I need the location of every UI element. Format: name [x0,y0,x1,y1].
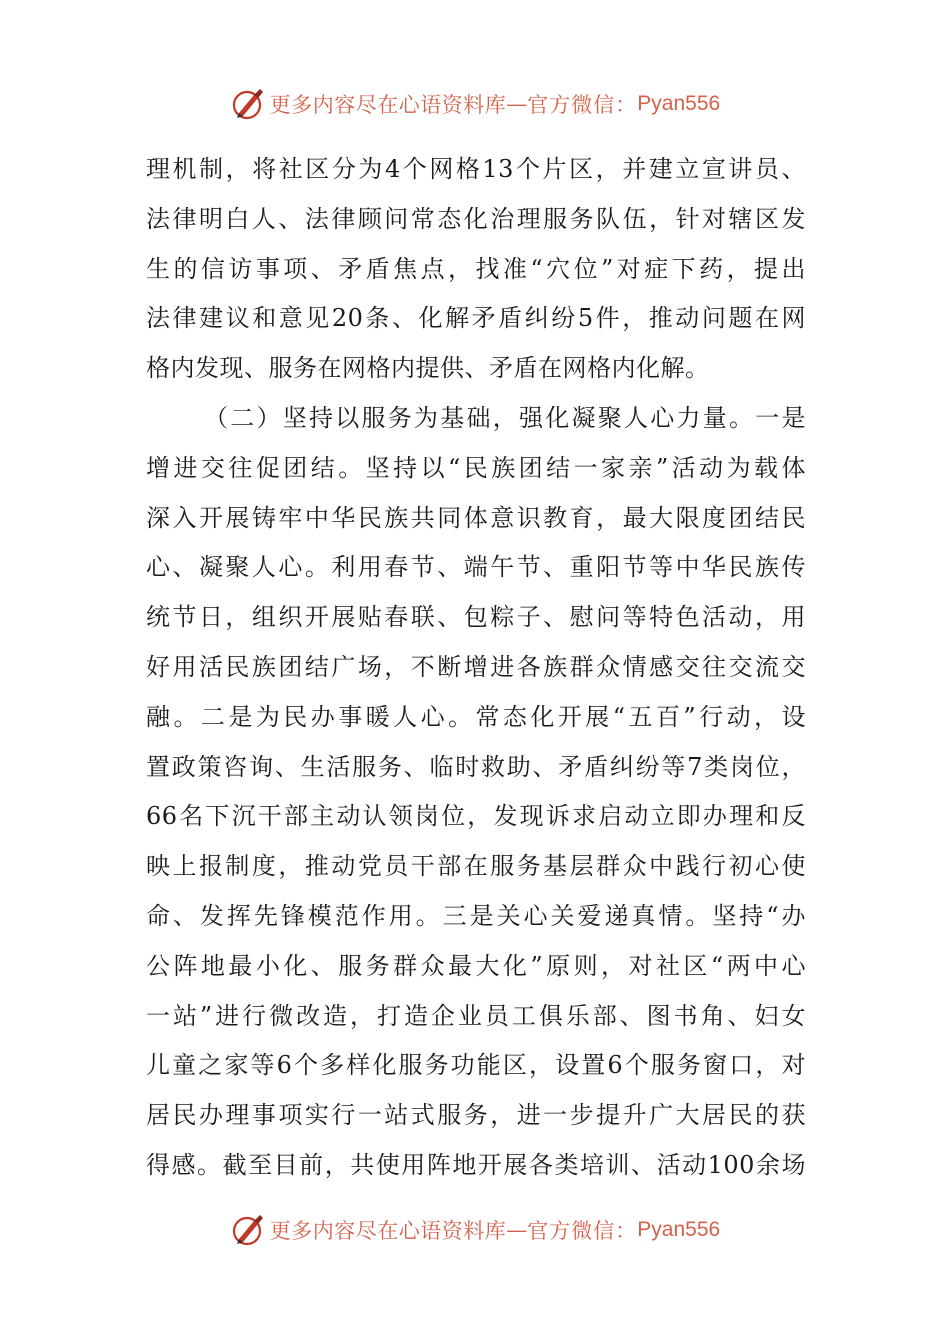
watermark-text: 更多内容尽在心语资料库 [269,93,507,117]
text-line: 深入开展铸牢中华民族共同体意识教育，最大限度团结民 [146,503,806,532]
paragraph-end-line: 格内发现、服务在网格内提供、矛盾在网格内化解。 [146,354,710,383]
text-line: 儿童之家等6个多样化服务功能区，设置6个服务窗口，对 [146,1051,806,1080]
watermark-text: 更多内容尽在心语资料库 [269,1219,507,1243]
text-line: 增进交往促团结。坚持以“民族团结一家亲”活动为载体 [146,453,806,482]
paragraph-heading-line: （二）坚持以服务为基础，强化凝聚人心力量。一是 [204,403,806,432]
text-line: 66名下沉干部主动认领岗位，发现诉求启动立即办理和反 [146,802,806,831]
text-line: 公阵地最小化、服务群众最大化”原则，对社区“两中心 [146,951,806,980]
wechat-id: Pyan556 [637,1218,721,1241]
text-line: 统节日，组织开展贴春联、包粽子、慰问等特色活动，用 [146,603,806,632]
text-line: 居民办理事项实行一站式服务，进一步提升广大居民的获 [146,1101,806,1130]
document-body [146,145,806,1191]
text-line: 置政策咨询、生活服务、临时救助、矛盾纠纷等7类岗位， [146,752,806,781]
wechat-id: Pyan556 [637,92,721,115]
watermark-dash: — [506,92,528,116]
text-line: 融。二是为民办事暖人心。常态化开展“五百”行动，设 [146,702,806,731]
text-line: 命、发挥先锋模范作用。三是关心关爱递真情。坚持“办 [146,901,806,930]
text-line: 好用活民族团结广场，不断增进各族群众情感交往交流交 [146,652,806,681]
watermark-dash: — [506,1218,528,1242]
text-line: 映上报制度，推动党员干部在服务基层群众中践行初心使 [146,852,806,881]
wechat-label: 官方微信： [527,93,638,117]
pen-circle-logo-icon [230,1212,266,1248]
header-watermark [0,84,950,124]
pen-circle-logo-icon [230,86,266,122]
text-line: 法律建议和意见20条、化解矛盾纠纷5件，推动问题在网 [146,304,806,333]
text-line: 心、凝聚人心。利用春节、端午节、重阳节等中华民族传 [146,553,806,582]
text-line: 理机制，将社区分为4个网格13个片区，并建立宣讲员、 [146,155,806,183]
text-line: 生的信访事项、矛盾焦点，找准“穴位”对症下药，提出 [146,254,806,283]
wechat-label: 官方微信： [527,1219,638,1243]
text-line: 法律明白人、法律顾问常态化治理服务队伍，针对辖区发 [146,204,806,233]
footer-watermark [0,1210,950,1250]
text-line: 得感。截至目前，共使用阵地开展各类培训、活动100余场 [146,1150,806,1179]
text-line: 一站”进行微改造，打造企业员工俱乐部、图书角、妇女 [146,1001,806,1030]
